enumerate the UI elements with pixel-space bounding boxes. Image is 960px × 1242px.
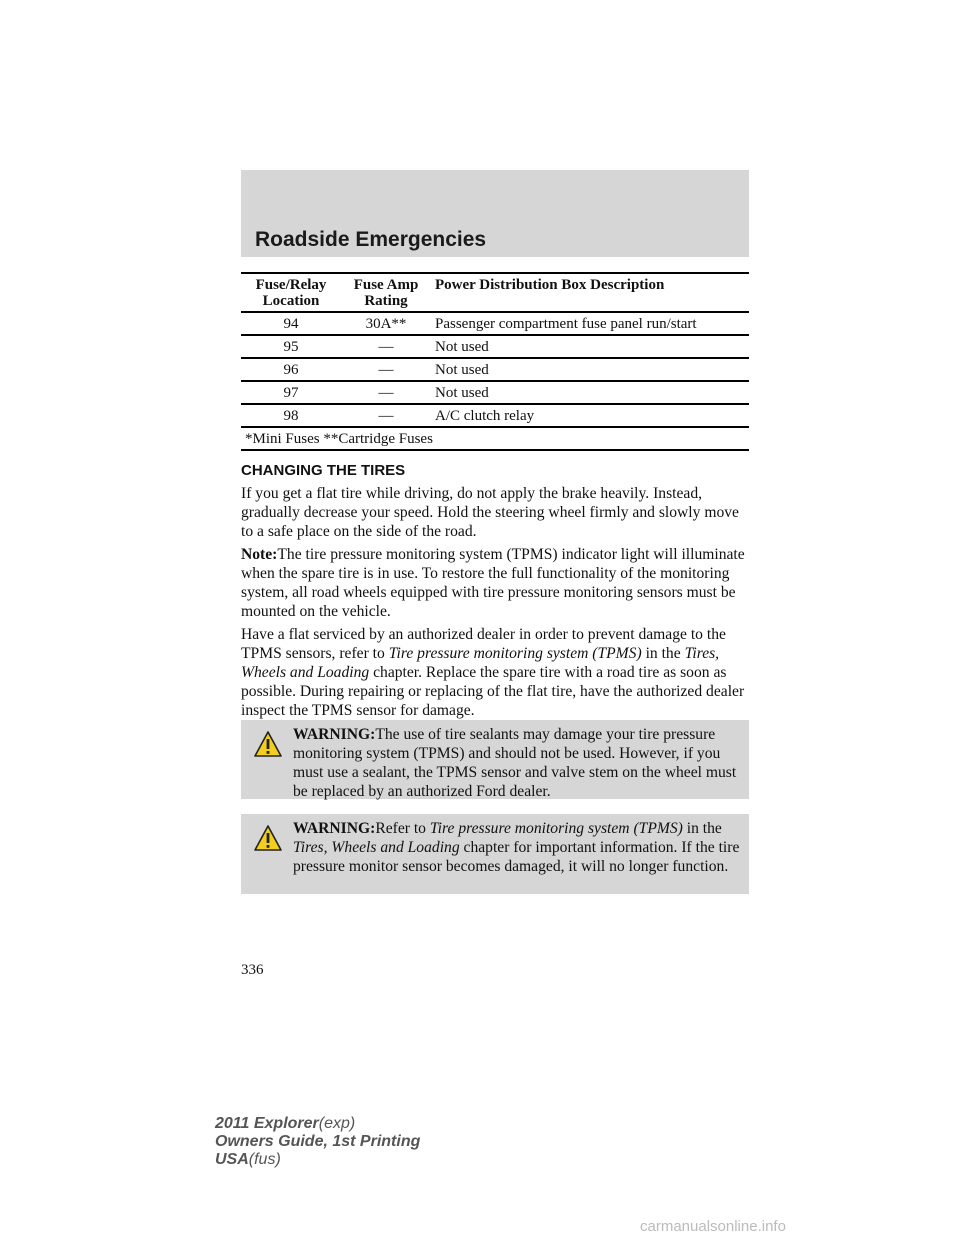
warning-text: The use of tire sealants may damage your tire pressure monitoring system (TPMS) and should not be used. However, if you must use a sealant, the TPMS sensor and valve stem on the wheel must be replaced by an authorized Ford dealer. — [293, 726, 737, 800]
table-footnote-row — [241, 427, 749, 450]
footer-market: USA — [215, 1151, 249, 1168]
column-header-description: Power Distribution Box Description — [431, 273, 749, 312]
footer-market-code: (fus) — [248, 1151, 281, 1168]
table-row — [241, 312, 749, 335]
warning-triangle-icon — [253, 824, 283, 852]
warning-label: WARNING: — [293, 726, 376, 743]
footer-model: 2011 Explorer — [215, 1115, 319, 1132]
chapter-reference: Tires, Wheels and Loading — [293, 839, 460, 856]
warning-text-block — [247, 819, 741, 876]
tpms-reference: Tire pressure monitoring system (TPMS) — [429, 820, 683, 837]
cell-rating: — — [341, 358, 431, 381]
cell-description: Not used — [431, 381, 749, 404]
cell-description: Not used — [431, 335, 749, 358]
table-row — [241, 404, 749, 427]
cell-rating: — — [341, 381, 431, 404]
section-title: Roadside Emergencies — [255, 228, 487, 251]
changing-tires-heading: CHANGING THE TIRES — [241, 462, 406, 479]
footer-model-code: (exp) — [318, 1115, 356, 1132]
tpms-reference: Tire pressure monitoring system (TPMS) — [388, 645, 642, 662]
column-header-location: Fuse/Relay Location — [241, 273, 341, 312]
column-header-rating: Fuse Amp Rating — [341, 273, 431, 312]
table-footnote: *Mini Fuses **Cartridge Fuses — [241, 427, 749, 450]
dealer-text: chapter. Replace the spare tire with a road tire as soon as possible. During repairing or replacing of the flat tire, have the authorized dealer inspect the TPMS sensor for damage. — [241, 664, 745, 719]
warning-text-block — [247, 725, 741, 801]
cell-description: A/C clutch relay — [431, 404, 749, 427]
cell-location: 98 — [241, 404, 341, 427]
cell-description: Not used — [431, 358, 749, 381]
cell-location: 94 — [241, 312, 341, 335]
watermark: carmanualsonline.info — [640, 1218, 786, 1235]
table-row — [241, 381, 749, 404]
warning-box-tpms — [241, 814, 749, 894]
intro-paragraph: If you get a flat tire while driving, do not apply the brake heavily. Instead, gradually decrease your speed. Hold the steering wheel firmly and slowly move to a safe place on the side of the road. — [241, 485, 739, 540]
warning-text: in the — [682, 820, 722, 837]
cell-location: 97 — [241, 381, 341, 404]
table-row — [241, 358, 749, 381]
footer-printing: Owners Guide, 1st Printing — [215, 1133, 421, 1150]
warning-text: Refer to — [375, 820, 430, 837]
chapter-reference: Tires, Wheels and Loading — [241, 645, 720, 681]
page-number: 336 — [241, 962, 264, 978]
warning-triangle-icon — [253, 730, 283, 758]
cell-location: 96 — [241, 358, 341, 381]
fuse-table — [241, 272, 749, 451]
cell-description: Passenger compartment fuse panel run/start — [431, 312, 749, 335]
document-footer — [215, 1115, 420, 1169]
table-header-row — [241, 273, 749, 312]
note-label: Note: — [241, 546, 278, 563]
warning-label: WARNING: — [293, 820, 376, 837]
dealer-text: Have a flat serviced by an authorized dealer in order to prevent damage to the TPMS sensors, refer to — [241, 626, 726, 662]
dealer-paragraph — [241, 625, 749, 720]
cell-location: 95 — [241, 335, 341, 358]
table-row — [241, 335, 749, 358]
dealer-text: in the — [641, 645, 685, 662]
warning-box-sealant — [241, 720, 749, 799]
cell-rating: — — [341, 404, 431, 427]
note-paragraph — [241, 545, 749, 621]
cell-rating: 30A** — [341, 312, 431, 335]
warning-text: chapter for important information. If the tire pressure monitor sensor becomes damaged, it will no longer function. — [293, 839, 740, 875]
cell-rating: — — [341, 335, 431, 358]
note-text: The tire pressure monitoring system (TPMS) indicator light will illuminate when the spare tire is in use. To restore the full functionality of the monitoring system, all road wheels equipped with tire pressure monitoring sensors must be mounted on the vehicle. — [241, 546, 745, 620]
